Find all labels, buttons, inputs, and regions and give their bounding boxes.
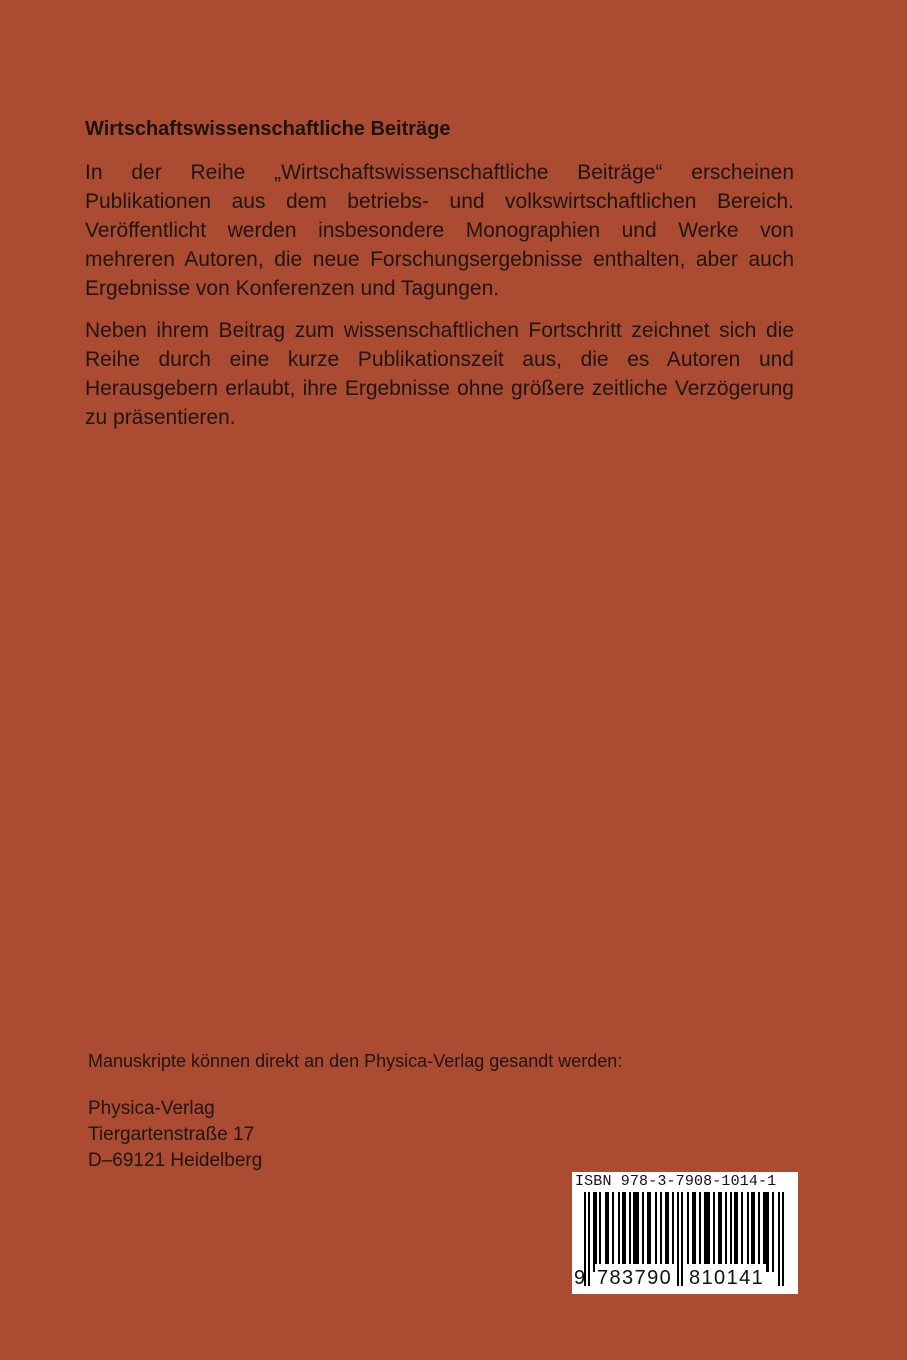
publisher-street: Tiergartenstraße 17 — [88, 1124, 255, 1145]
barcode-right-group: 810141 — [687, 1264, 766, 1292]
series-paragraph-2: Neben ihrem Beitrag zum wissenschaftlichen Fortschritt zeichnet sich die Reihe durch eine kurze Publikationszeit aus, die es Autoren und Herausgebern erlaubt, ihre Ergebnisse ohne größere zeitliche Verzögerung zu präsentieren. — [85, 319, 794, 429]
barcode-number — [574, 1264, 796, 1292]
barcode-left-group: 783790 — [595, 1264, 674, 1292]
publisher-city: D–69121 Heidelberg — [88, 1150, 263, 1171]
series-paragraph-1: In der Reihe „Wirtschaftswissenschaftliche Beiträge“ erscheinen Publikationen aus dem betriebs- und volkswirtschaftlichen Bereich. Veröffentlicht werden insbesondere Monographien und Werke von mehreren Autoren, die neue Forschungsergebnisse enthalten, aber auch Ergebnisse von Konferenzen und Tagungen. — [85, 161, 794, 300]
isbn-label: ISBN 978-3-7908-1014-1 — [575, 1173, 777, 1190]
isbn-barcode — [572, 1172, 798, 1294]
publisher-name: Physica-Verlag — [88, 1098, 215, 1119]
publisher-address — [88, 1096, 262, 1174]
series-description — [85, 113, 794, 445]
manuscript-submission-note: Manuskripte können direkt an den Physica-Verlag gesandt werden: — [88, 1051, 623, 1071]
series-title: Wirtschaftswissenschaftliche Beiträge — [85, 118, 451, 140]
barcode-lead-digit: 9 — [574, 1267, 586, 1289]
